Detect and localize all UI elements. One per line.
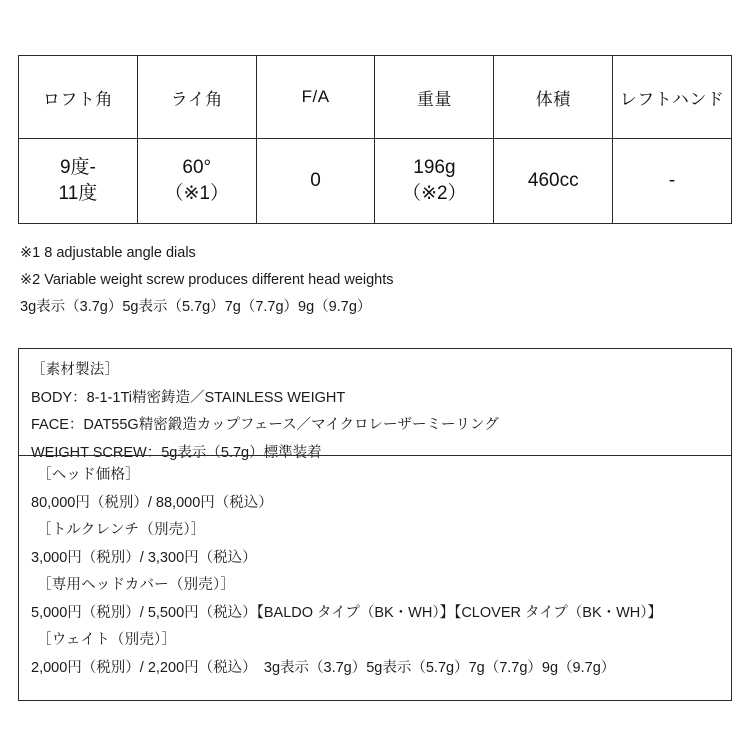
torque-wrench-title: ［トルクレンチ（別売）］ xyxy=(37,522,206,539)
head-price-title: ［ヘッド価格］ xyxy=(37,467,140,483)
cell-fa-line1: 0 xyxy=(310,170,321,192)
cell-lie-line2: （※1） xyxy=(164,183,229,204)
material-face-line: FACE：DAT55G精密鍛造カップフェース／マイクロレーザーミーリング xyxy=(31,417,499,434)
footnote-2: ※2 Variable weight screw produces different head weights xyxy=(20,271,394,288)
cell-lie-line1: 60° xyxy=(182,157,212,179)
cell-weight-line1: 196g xyxy=(413,157,456,179)
footnote-1: ※1 8 adjustable angle dials xyxy=(20,245,196,261)
head-cover-title: ［専用ヘッドカバー（別売）］ xyxy=(37,577,236,594)
material-construction-box xyxy=(18,348,732,461)
column-header-weight: 重量 xyxy=(375,56,494,139)
cell-loft xyxy=(19,139,138,224)
cell-lefthand xyxy=(613,139,732,224)
material-body-line: BODY：8-1-1Ti精密鋳造／STAINLESS WEIGHT xyxy=(31,389,346,406)
column-header-loft: ロフト角 xyxy=(19,56,138,139)
cell-lie xyxy=(137,139,256,224)
head-price-value: 80,000円（税別）/ 88,000円（税込） xyxy=(31,494,273,511)
cell-weight-line2: （※2） xyxy=(402,183,467,204)
price-box xyxy=(18,455,732,701)
column-header-lie: ライ角 xyxy=(137,56,256,139)
material-weight-screw-line: WEIGHT SCREW：5g表示（5.7g）標準装着 xyxy=(31,444,322,461)
column-header-volume: 体積 xyxy=(494,56,613,139)
weight-option-title: ［ウェイト（別売）］ xyxy=(37,632,177,649)
cell-loft-line2: 11度 xyxy=(58,183,98,204)
column-header-lefthand: レフトハンド xyxy=(613,56,732,139)
specification-table xyxy=(18,55,732,224)
footnotes xyxy=(20,240,735,320)
column-header-fa: F/A xyxy=(256,56,375,139)
material-title: ［素材製法］ xyxy=(31,362,120,378)
cell-volume xyxy=(494,139,613,224)
table-body xyxy=(19,139,732,224)
head-cover-value: 5,000円（税別）/ 5,500円（税込）【BALDO タイプ（BK・WH）】【CLOVER タイプ（BK・WH）】 xyxy=(31,604,663,621)
table-header-row xyxy=(19,56,732,139)
cell-volume-line1: 460cc xyxy=(527,170,579,192)
torque-wrench-value: 3,000円（税別）/ 3,300円（税込） xyxy=(31,549,257,566)
cell-weight xyxy=(375,139,494,224)
footnote-3: 3g表示（3.7g）5g表示（5.7g）7g（7.7g）9g（9.7g） xyxy=(20,298,372,315)
cell-lefthand-line1: - xyxy=(668,170,676,192)
weight-option-value: 2,000円（税別）/ 2,200円（税込） 3g表示（3.7g）5g表示（5.7g）7g（7.7g）9g（9.7g） xyxy=(31,659,616,676)
table-row xyxy=(19,139,732,224)
table-header xyxy=(19,56,732,139)
cell-fa xyxy=(256,139,375,224)
cell-loft-line1: 9度- xyxy=(59,157,96,179)
